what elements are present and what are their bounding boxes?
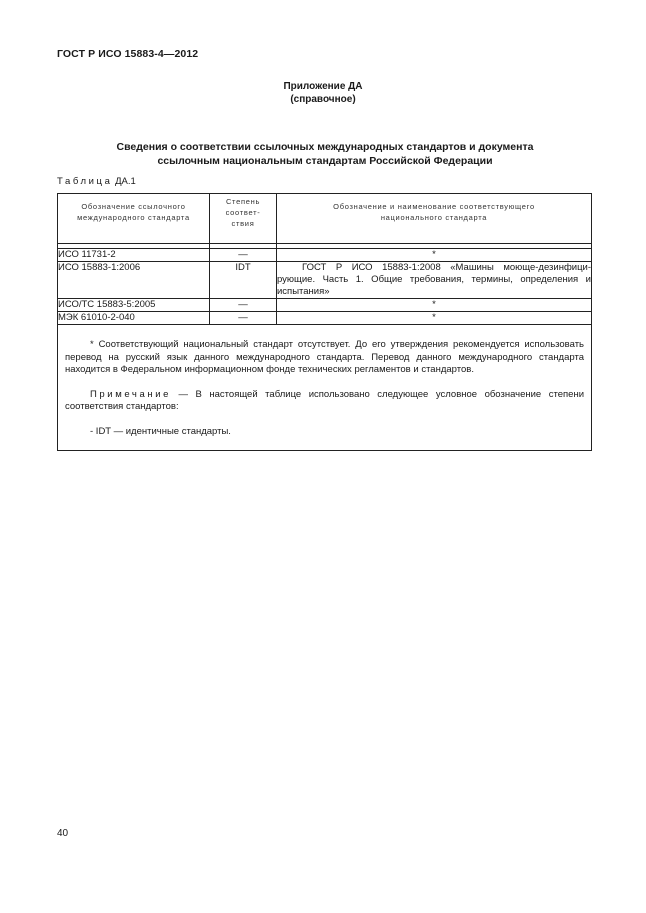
column-header-degree-line-3: ствия [231,219,255,228]
table-row [58,262,592,299]
cell-degree: IDT [210,262,277,299]
column-header-national-line-1: Обозначение и наименование соответствующего [333,202,535,211]
column-header-national [277,194,592,244]
title-line-1: Сведения о соответствии ссылочных международных стандартов и документа [116,141,534,153]
column-header-degree-line-2: соответ- [225,208,261,217]
cell-degree: — [210,312,277,325]
column-header-degree [210,194,277,244]
cell-national: * [277,312,592,325]
table-row [58,299,592,312]
annex-heading [0,80,646,106]
table-header-row [58,194,592,244]
annex-subtitle: (справочное) [290,94,356,105]
table-row [58,249,592,262]
table-notes-cell [58,325,592,451]
column-header-national-line-2: национального стандарта [380,213,488,222]
cell-degree: — [210,299,277,312]
column-header-degree-line-1: Степень [225,197,261,206]
cell-designation: ИСО 11731-2 [58,249,210,262]
cell-designation: ИСО/ТС 15883-5:2005 [58,299,210,312]
cell-designation: МЭК 61010-2-040 [58,312,210,325]
title-line-2: ссылочным национальным стандартам Российской Федерации [157,155,493,167]
note-text: — В настоящей таблице использовано следующее условное обозначение степени соответствия стандартов: [65,388,584,412]
table-caption [57,176,136,187]
table-notes-row [58,325,592,451]
footnote-text: * Соответствующий национальный стандарт отсутствует. До его утверждения рекомендуется использовать перевод на русский язык данного международного стандарта. Перевод данного международного стандарта находится в Федеральном информационном фонде технических регламентов и стандартов. [65,339,584,375]
document-title [60,140,590,168]
cell-national: ГОСТ Р ИСО 15883-1:2008 «Машины моюще-дезинфици-рующие. Часть 1. Общие требования, термины, определения и испытания» [277,262,591,297]
annex-title: Приложение ДА [283,81,363,92]
page-header-code: ГОСТ Р ИСО 15883-4—2012 [57,48,199,60]
cell-designation: ИСО 15883-1:2006 [58,262,210,299]
table-row [58,312,592,325]
note-prefix: Примечание [90,388,171,400]
cell-degree: — [210,249,277,262]
note-paragraph [65,389,584,414]
correspondence-table [57,193,592,451]
column-header-designation-line-1: Обозначение ссылочного [81,202,186,211]
idt-definition: - IDT — идентичные стандарты. [90,425,231,437]
page-number: 40 [57,828,69,839]
column-header-designation [58,194,210,244]
cell-national: * [277,249,592,262]
cell-national: * [277,299,592,312]
table-caption-number: ДА.1 [115,176,136,187]
column-header-designation-line-2: международного стандарта [77,213,190,222]
table-caption-prefix: Таблица [57,176,113,187]
